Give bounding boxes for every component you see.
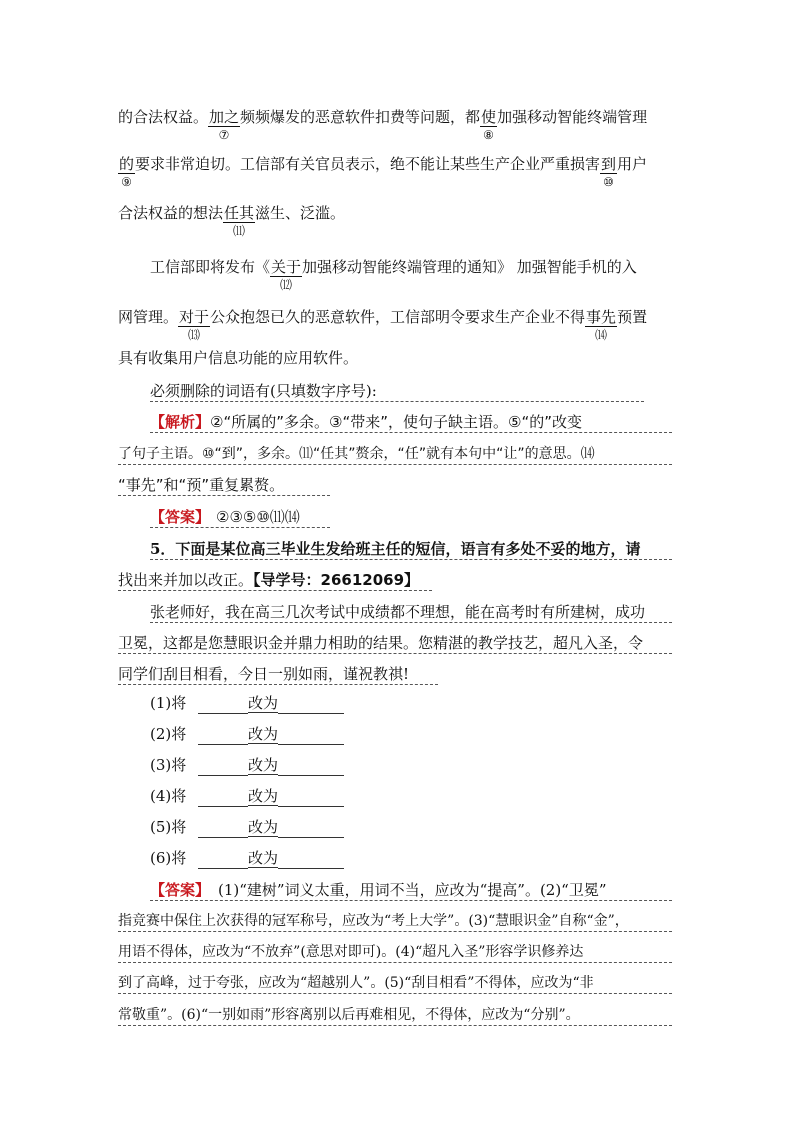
annotated-word-12: 关于 ⑿ bbox=[271, 258, 302, 292]
fill-row: (4)将 改为 bbox=[150, 786, 344, 807]
fill-row: (6)将 改为 bbox=[150, 848, 344, 869]
analysis-line3: “事先”和“预”重复累赘。 bbox=[118, 475, 330, 496]
answer2-line1: 【答案】 (1)“建树”词义太重，用词不当，应改为“提高”。(2)“卫冕” bbox=[150, 880, 672, 901]
question5-line1: 5．下面是某位高三毕业生发给班主任的短信，语言有多处不妥的地方，请 bbox=[150, 539, 672, 560]
annotated-word-13: 对于 ⒀ bbox=[179, 308, 210, 342]
answer2-line2: 指竞赛中保住上次获得的冠军称号，应改为“考上大学”。(3)“慧眼识金”自称“金”， bbox=[118, 911, 672, 932]
question5-line2: 找出来并加以改正。【导学号：26612069】 bbox=[118, 570, 432, 591]
para1-line3: 合法权益的想法 任其 ⑾ 滋生、泛滥。 bbox=[118, 204, 346, 238]
message-line3: 同学们刮目相看，今日一别如雨，谨祝教祺! bbox=[118, 664, 438, 685]
answer1-label: 【答案】 bbox=[150, 508, 211, 526]
fill-blank[interactable] bbox=[198, 850, 248, 869]
analysis-line2: 了句子主语。⑩“到”，多余。⑾“任其”赘余，“任”就有本句中“让”的意思。⒁ bbox=[118, 444, 672, 465]
annotated-word-7: 加之 ⑦ bbox=[209, 108, 240, 142]
fill-row: (3)将 改为 bbox=[150, 755, 344, 776]
analysis-line1: 【解析】②“所属的”多余。③“带来”，使句子缺主语。⑤“的”改变 bbox=[150, 412, 672, 433]
para2-line1: 工信部即将发布《 关于 ⑿ 加强移动智能终端管理的通知》 加强智能手机的入 bbox=[150, 258, 637, 292]
message-line2: 卫冕，这都是您慧眼识金并鼎力相助的结果。您精湛的教学技艺，超凡入圣，令 bbox=[118, 633, 672, 654]
fill-blank[interactable] bbox=[278, 726, 344, 745]
analysis-label: 【解析】 bbox=[150, 413, 211, 431]
fill-blank[interactable] bbox=[198, 695, 248, 714]
fill-blank[interactable] bbox=[278, 850, 344, 869]
fill-row: (2)将 改为 bbox=[150, 724, 344, 745]
fill-blank[interactable] bbox=[198, 819, 248, 838]
annotated-word-10: 到 ⑩ bbox=[601, 155, 617, 189]
fill-blank[interactable] bbox=[198, 788, 248, 807]
annotated-word-14: 事先 ⒁ bbox=[586, 308, 617, 342]
fill-blank[interactable] bbox=[278, 819, 344, 838]
guide-number: 【导学号：26612069】 bbox=[253, 571, 420, 589]
answer1-line: 【答案】 ②③⑤⑩⑾⒁ bbox=[150, 507, 330, 528]
para1-line1: 的合法权益。 加之 ⑦ 频频爆发的恶意软件扣费等问题，都 使 ⑧ 加强移动智能终端管理 bbox=[118, 108, 648, 142]
annotated-word-8: 使 ⑧ bbox=[481, 108, 497, 142]
annotated-word-9: 的 ⑨ bbox=[119, 155, 135, 189]
para1-line2: 的 ⑨ 要求非常迫切。工信部有关官员表示，绝不能让某些生产企业严重损害 到 ⑩ 用户 bbox=[119, 155, 648, 189]
fill-blank[interactable] bbox=[198, 757, 248, 776]
fill-row: (5)将 改为 bbox=[150, 817, 344, 838]
answer2-line5: 常敬重”。(6)“一别如雨”形容离别以后再难相见，不得体，应改为“分别”。 bbox=[118, 1005, 672, 1026]
message-line1: 张老师好，我在高三几次考试中成绩都不理想，能在高考时有所建树，成功 bbox=[150, 602, 672, 623]
fill-blank[interactable] bbox=[278, 695, 344, 714]
para2-line2: 网管理。 对于 ⒀ 公众抱怨已久的恶意软件，工信部明令要求生产企业不得 事先 ⒁ 预置 bbox=[118, 308, 648, 342]
annotated-word-11: 任其 ⑾ bbox=[224, 204, 255, 238]
fill-blank[interactable] bbox=[278, 788, 344, 807]
fill-blank[interactable] bbox=[278, 757, 344, 776]
para2-line3: 具有收集用户信息功能的应用软件。 bbox=[118, 349, 359, 367]
fill-row: (1)将 改为 bbox=[150, 693, 344, 714]
question-prompt: 必须删除的词语有(只填数字序号): bbox=[150, 381, 644, 402]
answer2-line4: 到了高峰，过于夸张，应改为“超越别人”。(5)“刮目相看”不得体，应改为“非 bbox=[118, 973, 672, 994]
answer2-label: 【答案】 bbox=[150, 881, 211, 899]
answer2-line3: 用语不得体，应改为“不放弃”(意思对即可)。(4)“超凡入圣”形容学识修养达 bbox=[118, 942, 672, 963]
fill-blank[interactable] bbox=[198, 726, 248, 745]
